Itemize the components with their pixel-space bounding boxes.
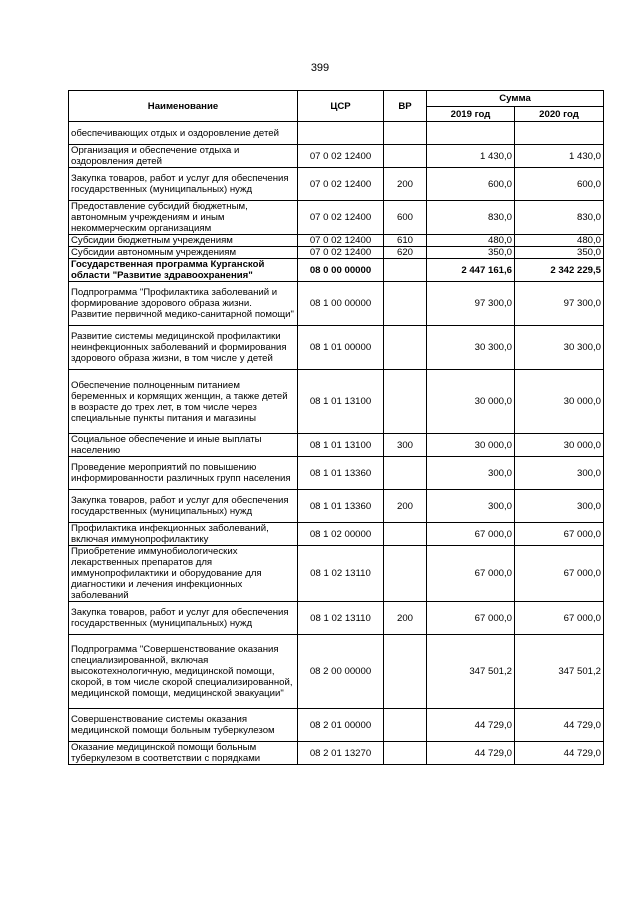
row-vr: [384, 370, 427, 434]
table-row: [69, 523, 604, 546]
row-amount-2020: 44 729,0: [515, 709, 604, 742]
row-csr: 07 0 02 12400: [298, 247, 384, 259]
budget-table: [68, 90, 604, 765]
row-csr: 08 1 01 13360: [298, 457, 384, 490]
row-csr: 08 1 01 00000: [298, 326, 384, 370]
row-vr: [384, 457, 427, 490]
table-row: [69, 457, 604, 490]
table-row: [69, 742, 604, 765]
row-vr: [384, 635, 427, 709]
table-row: [69, 370, 604, 434]
table-row: [69, 602, 604, 635]
row-amount-2019: 44 729,0: [427, 709, 515, 742]
row-name: Оказание медицинской помощи больным туберкулезом в соответствии с порядками: [69, 742, 298, 765]
row-csr: 07 0 02 12400: [298, 145, 384, 168]
table-row: [69, 247, 604, 259]
row-vr: [384, 742, 427, 765]
row-amount-2020: 67 000,0: [515, 546, 604, 602]
row-csr: [298, 122, 384, 145]
row-name: Субсидии бюджетным учреждениям: [69, 235, 298, 247]
row-name: Закупка товаров, работ и услуг для обеспечения государственных (муниципальных) нужд: [69, 168, 298, 201]
row-amount-2019: [427, 122, 515, 145]
table-body: [69, 122, 604, 765]
row-amount-2019: 350,0: [427, 247, 515, 259]
row-name: Субсидии автономным учреждениям: [69, 247, 298, 259]
row-name: Государственная программа Курганской области "Развитие здравоохранения": [69, 259, 298, 282]
row-name: Социальное обеспечение и иные выплаты населению: [69, 434, 298, 457]
row-name: Обеспечение полноценным питанием беременных и кормящих женщин, а также детей в возрасте до трех лет, в том числе через специальные пункты питания и магазины: [69, 370, 298, 434]
row-amount-2019: 300,0: [427, 457, 515, 490]
row-vr: [384, 326, 427, 370]
row-vr: 200: [384, 490, 427, 523]
row-csr: 08 1 02 13110: [298, 546, 384, 602]
row-amount-2020: 30 000,0: [515, 370, 604, 434]
row-amount-2019: 44 729,0: [427, 742, 515, 765]
row-name: Совершенствование системы оказания медицинской помощи больным туберкулезом: [69, 709, 298, 742]
row-vr: [384, 259, 427, 282]
row-amount-2020: 67 000,0: [515, 523, 604, 546]
row-csr: 07 0 02 12400: [298, 235, 384, 247]
row-name: Развитие системы медицинской профилактики неинфекционных заболеваний и формирования здорового образа жизни, в том числе у детей: [69, 326, 298, 370]
row-amount-2019: 30 300,0: [427, 326, 515, 370]
table-row: [69, 282, 604, 326]
row-amount-2020: 30 300,0: [515, 326, 604, 370]
row-amount-2020: 30 000,0: [515, 434, 604, 457]
row-amount-2019: 67 000,0: [427, 523, 515, 546]
header-sum: Сумма: [427, 91, 604, 107]
row-amount-2019: 97 300,0: [427, 282, 515, 326]
row-name: Приобретение иммунобиологических лекарственных препаратов для иммунопрофилактики и оборудование для диагностики и лечения инфекционных заболеваний: [69, 546, 298, 602]
header-csr: ЦСР: [298, 91, 384, 122]
row-csr: 08 1 01 13100: [298, 370, 384, 434]
row-vr: 200: [384, 602, 427, 635]
table-row: [69, 168, 604, 201]
row-amount-2020: [515, 122, 604, 145]
row-amount-2020: 300,0: [515, 490, 604, 523]
row-amount-2020: 2 342 229,5: [515, 259, 604, 282]
row-name: Подпрограмма "Совершенствование оказания специализированной, включая высокотехнологичную, медицинской помощи, скорой, в том числе скорой специализированной, медицинской помощи, медицинской эвакуации": [69, 635, 298, 709]
row-csr: 08 1 02 00000: [298, 523, 384, 546]
row-vr: 600: [384, 201, 427, 235]
row-amount-2020: 300,0: [515, 457, 604, 490]
header-year-2020: 2020 год: [515, 107, 604, 122]
row-csr: 08 2 01 13270: [298, 742, 384, 765]
table-row: [69, 490, 604, 523]
row-amount-2019: 1 430,0: [427, 145, 515, 168]
header-vr: ВР: [384, 91, 427, 122]
row-csr: 08 1 02 13110: [298, 602, 384, 635]
row-csr: 08 0 00 00000: [298, 259, 384, 282]
row-amount-2020: 97 300,0: [515, 282, 604, 326]
table-row: [69, 235, 604, 247]
header-name: Наименование: [69, 91, 298, 122]
row-csr: 07 0 02 12400: [298, 168, 384, 201]
row-amount-2019: 30 000,0: [427, 370, 515, 434]
row-name: Профилактика инфекционных заболеваний, включая иммунопрофилактику: [69, 523, 298, 546]
row-csr: 08 1 01 13100: [298, 434, 384, 457]
row-amount-2019: 67 000,0: [427, 546, 515, 602]
row-name: Закупка товаров, работ и услуг для обеспечения государственных (муниципальных) нужд: [69, 602, 298, 635]
row-vr: [384, 709, 427, 742]
row-amount-2020: 67 000,0: [515, 602, 604, 635]
row-amount-2019: 67 000,0: [427, 602, 515, 635]
row-name: обеспечивающих отдых и оздоровление детей: [69, 122, 298, 145]
row-amount-2019: 347 501,2: [427, 635, 515, 709]
row-vr: [384, 122, 427, 145]
table-row: [69, 709, 604, 742]
row-amount-2019: 600,0: [427, 168, 515, 201]
table-row: [69, 326, 604, 370]
row-vr: [384, 145, 427, 168]
row-name: Организация и обеспечение отдыха и оздоровления детей: [69, 145, 298, 168]
row-csr: 07 0 02 12400: [298, 201, 384, 235]
row-csr: 08 1 01 13360: [298, 490, 384, 523]
row-name: Предоставление субсидий бюджетным, автономным учреждениям и иным некоммерческим организациям: [69, 201, 298, 235]
table-row: [69, 145, 604, 168]
row-amount-2019: 30 000,0: [427, 434, 515, 457]
row-name: Подпрограмма "Профилактика заболеваний и формирование здорового образа жизни. Развитие первичной медико-санитарной помощи": [69, 282, 298, 326]
row-vr: [384, 546, 427, 602]
row-vr: 610: [384, 235, 427, 247]
row-amount-2020: 1 430,0: [515, 145, 604, 168]
row-vr: 620: [384, 247, 427, 259]
row-amount-2020: 830,0: [515, 201, 604, 235]
table-row: [69, 434, 604, 457]
row-name: Закупка товаров, работ и услуг для обеспечения государственных (муниципальных) нужд: [69, 490, 298, 523]
page-number: 399: [310, 62, 330, 74]
row-amount-2020: 350,0: [515, 247, 604, 259]
row-vr: [384, 523, 427, 546]
table-row: [69, 259, 604, 282]
row-vr: 200: [384, 168, 427, 201]
table-row: [69, 122, 604, 145]
row-amount-2019: 300,0: [427, 490, 515, 523]
row-amount-2019: 2 447 161,6: [427, 259, 515, 282]
row-amount-2020: 44 729,0: [515, 742, 604, 765]
table-row: [69, 546, 604, 602]
row-amount-2020: 600,0: [515, 168, 604, 201]
row-csr: 08 2 01 00000: [298, 709, 384, 742]
row-csr: 08 1 00 00000: [298, 282, 384, 326]
table-row: [69, 635, 604, 709]
row-amount-2020: 347 501,2: [515, 635, 604, 709]
row-name: Проведение мероприятий по повышению информированности различных групп населения: [69, 457, 298, 490]
table-row: [69, 201, 604, 235]
row-vr: [384, 282, 427, 326]
row-csr: 08 2 00 00000: [298, 635, 384, 709]
row-vr: 300: [384, 434, 427, 457]
header-year-2019: 2019 год: [427, 107, 515, 122]
row-amount-2020: 480,0: [515, 235, 604, 247]
row-amount-2019: 830,0: [427, 201, 515, 235]
row-amount-2019: 480,0: [427, 235, 515, 247]
